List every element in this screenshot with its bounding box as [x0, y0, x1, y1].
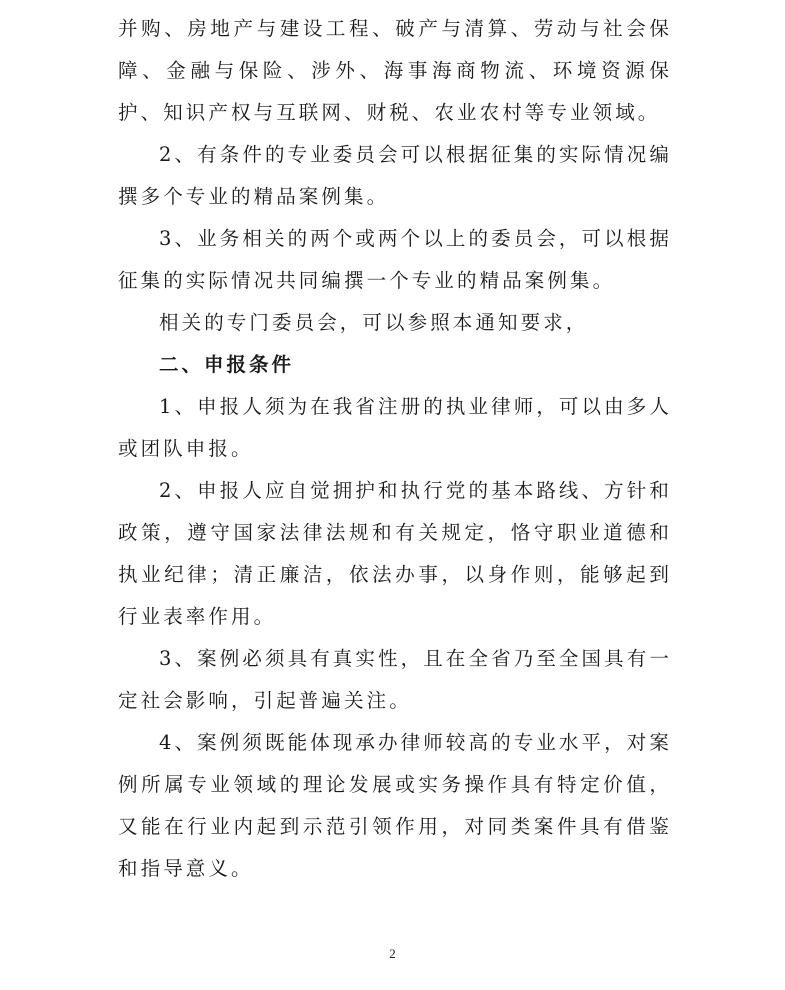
section-heading-application-conditions: 二、申报条件	[159, 353, 295, 376]
paragraph-special-committee: 相关的专门委员会，可以参照本通知要求，	[159, 311, 589, 334]
condition-item-4: 4、案例须既能体现承办律师较高的专业水平，对案例所属专业领域的理论发展或实务操作具有特定价值，又能在行业内起到示范引领作用，对同类案件具有借鉴和指导意义。	[118, 731, 672, 880]
condition-item-3: 3、案例必须具有真实性，且在全省乃至全国具有一定社会影响，引起普遍关注。	[118, 647, 672, 712]
page-number: 2	[389, 946, 396, 961]
document-body	[118, 8, 672, 890]
condition-item-2: 2、申报人应自觉拥护和执行党的基本路线、方针和政策，遵守国家法律法规和有关规定，恪守职业道德和执业纪律；清正廉洁，依法办事，以身作则，能够起到行业表率作用。	[118, 479, 672, 628]
paragraph-item-3: 3、业务相关的两个或两个以上的委员会，可以根据征集的实际情况共同编撰一个专业的精品案例集。	[118, 227, 672, 292]
condition-item-1: 1、申报人须为在我省注册的执业律师，可以由多人或团队申报。	[118, 395, 672, 460]
paragraph-continuation: 并购、房地产与建设工程、破产与清算、劳动与社会保障、金融与保险、涉外、海事海商物流、环境资源保护、知识产权与互联网、财税、农业农村等专业领域。	[118, 17, 672, 124]
paragraph-item-2: 2、有条件的专业委员会可以根据征集的实际情况编撰多个专业的精品案例集。	[118, 143, 672, 208]
